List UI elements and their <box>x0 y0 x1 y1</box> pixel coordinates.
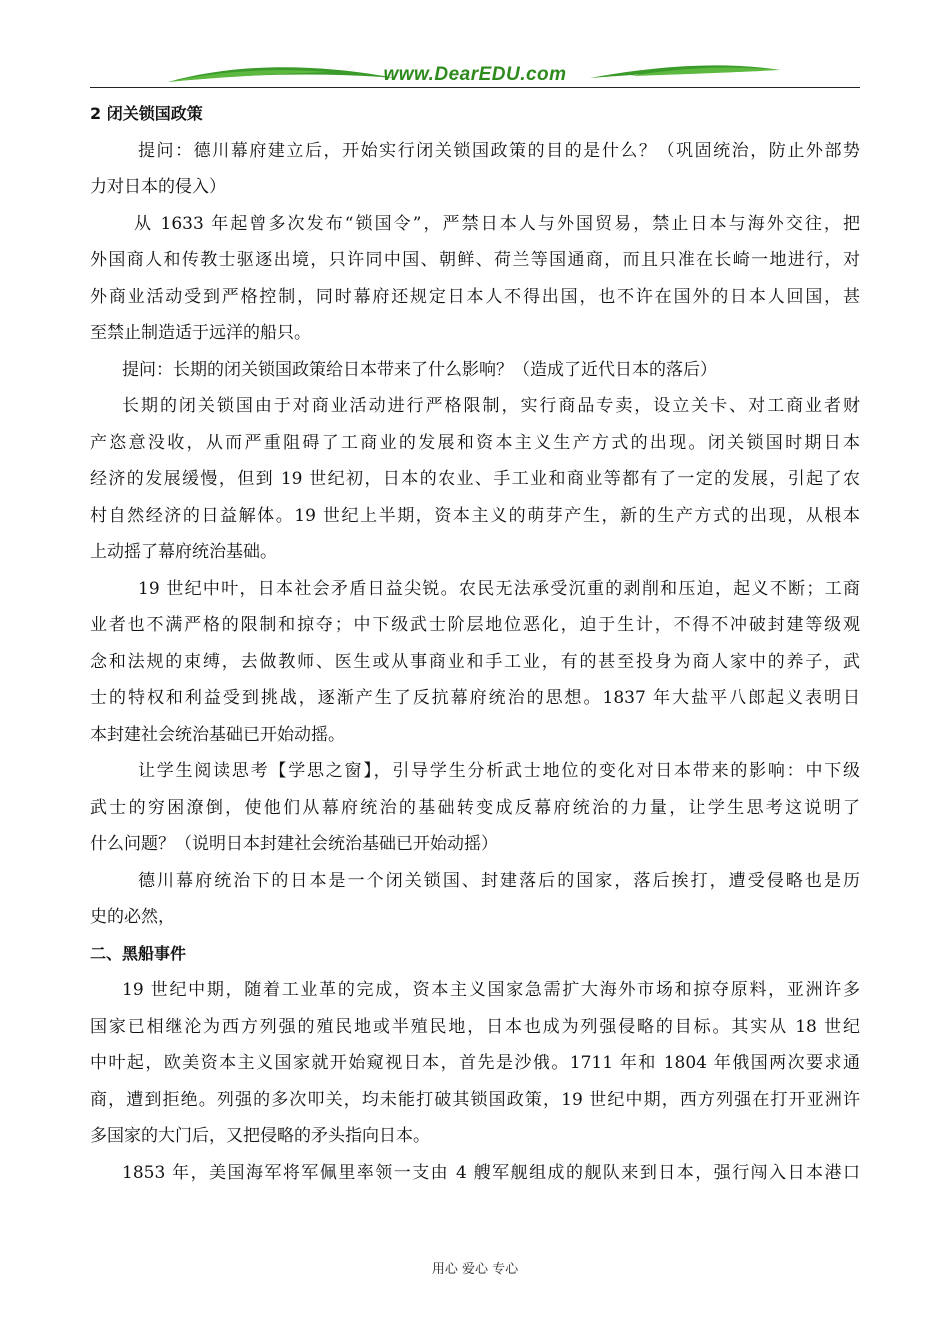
page-footer: 用心 爱心 专心 <box>431 1262 519 1277</box>
text-line: 从 1633 年起曾多次发布“锁国令”，严禁日本人与外国贸易，禁止日本与海外交往，把 <box>134 213 860 234</box>
text-line: 业者也不满严格的限制和掠夺；中下级武士阶层地位恶化，迫于生计，不得不冲破封建等级观 <box>90 615 860 635</box>
text-line: 商，遭到拒绝。列强的多次叩关，均未能打破其锁国政策，19 世纪中期，西方列强在打开亚洲许 <box>90 1089 860 1110</box>
text-line: 长期的闭关锁国由于对商业活动进行严格限制，实行商品专卖，设立关卡、对工商业者财 <box>122 396 860 416</box>
text-line: 让学生阅读思考【学思之窗】，引导学生分析武士地位的变化对日本带来的影响：中下级 <box>138 761 860 781</box>
site-logo-text: www.DearEDU.com <box>383 64 567 85</box>
text-line: 士的特权和利益受到挑战，逐渐产生了反抗幕府统治的思想。1837 年大盐平八郎起义表明日 <box>90 688 860 708</box>
document-body <box>90 96 860 1191</box>
text-line: 多国家的大门后，又把侵略的矛头指向日本。 <box>90 1126 430 1146</box>
text-line: 中叶起，欧美资本主义国家就开始窥视日本，首先是沙俄。1711 年和 1804 年俄国两次要求通 <box>90 1053 860 1073</box>
text-line: 1853 年，美国海军将军佩里率领一支由 4 艘军舰组成的舰队来到日本，强行闯入日本港口 <box>122 1162 860 1183</box>
text-line: 什么问题？（说明日本封建社会统治基础已开始动摇） <box>90 834 498 854</box>
text-line: 外商业活动受到严格控制，同时幕府还规定日本人不得出国，也不许在国外的日本人回国，甚 <box>90 286 860 307</box>
section-heading: 2 闭关锁国政策 <box>90 104 203 123</box>
text-line: 上动摇了幕府统治基础。 <box>90 542 277 562</box>
text-line: 力对日本的侵入） <box>90 177 226 197</box>
text-line: 史的必然， <box>90 907 175 927</box>
section-heading: 二、黑船事件 <box>90 943 187 963</box>
text-line: 念和法规的束缚，去做教师、医生或从事商业和手工业，有的甚至投身为商人家中的养子，武 <box>90 651 860 672</box>
header-rule <box>90 87 860 88</box>
text-line: 经济的发展缓慢，但到 19 世纪初，日本的农业、手工业和商业等都有了一定的发展，引起了农 <box>90 469 860 489</box>
text-line: 外国商人和传教士驱逐出境，只许同中国、朝鲜、荷兰等国通商，而且只准在长崎一地进行，对 <box>90 250 860 270</box>
text-line: 提问：长期的闭关锁国政策给日本带来了什么影响？（造成了近代日本的落后） <box>122 359 717 380</box>
text-line: 村自然经济的日益解体。19 世纪上半期，资本主义的萌芽产生，新的生产方式的出现，从根本 <box>90 505 860 526</box>
text-line: 武士的穷困潦倒，使他们从幕府统治的基础转变成反幕府统治的力量，让学生思考这说明了 <box>90 797 860 818</box>
text-line: 国家已相继沦为西方列强的殖民地或半殖民地，日本也成为列强侵略的目标。其实从 18 世纪 <box>90 1016 860 1037</box>
text-line: 19 世纪中叶，日本社会矛盾日益尖锐。农民无法承受沉重的剥削和压迫，起义不断；工商 <box>138 578 860 599</box>
text-line: 19 世纪中期，随着工业革的完成，资本主义国家急需扩大海外市场和掠夺原料，亚洲许多 <box>122 980 860 1000</box>
text-line: 产恣意没收，从而严重阻碍了工商业的发展和资本主义生产方式的出现。闭关锁国时期日本 <box>90 432 860 453</box>
text-line: 德川幕府统治下的日本是一个闭关锁国、封建落后的国家，落后挨打，遭受侵略也是历 <box>138 870 860 891</box>
text-line: 本封建社会统治基础已开始动摇。 <box>90 724 345 745</box>
text-line: 提问：德川幕府建立后，开始实行闭关锁国政策的目的是什么？（巩固统治，防止外部势 <box>138 140 860 161</box>
text-line: 至禁止制造适于远洋的船只。 <box>90 323 311 343</box>
page-header <box>90 52 860 92</box>
